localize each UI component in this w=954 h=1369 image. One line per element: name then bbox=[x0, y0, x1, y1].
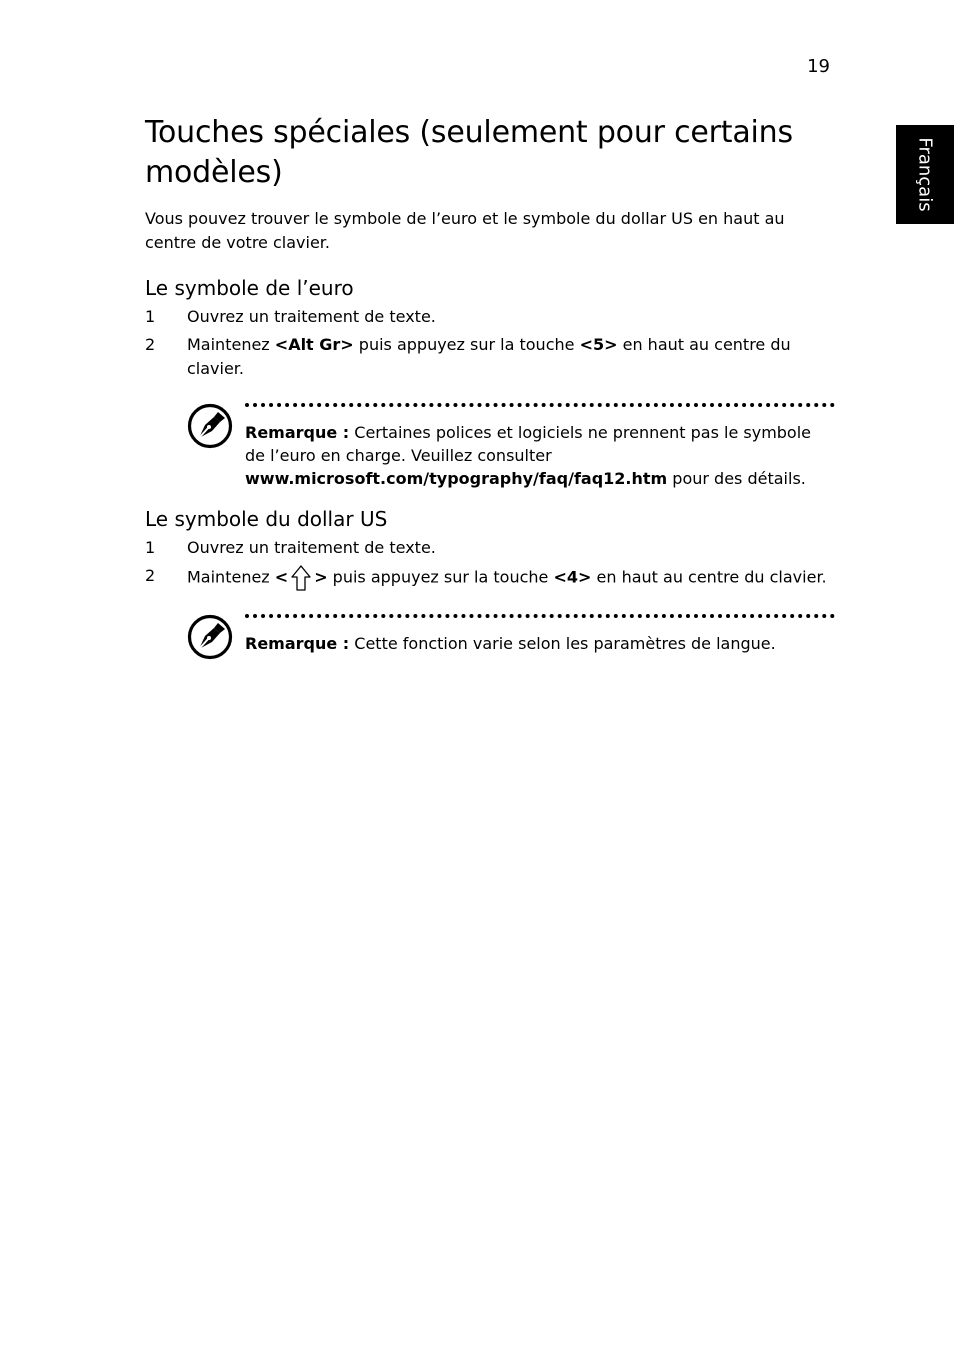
section-heading-dollar: Le symbole du dollar US bbox=[145, 507, 388, 531]
section-heading-euro: Le symbole de l’euro bbox=[145, 276, 354, 300]
step-text bbox=[187, 333, 835, 381]
note-divider bbox=[245, 403, 835, 407]
step-text-part: en haut au centre du clavier. bbox=[187, 335, 791, 378]
language-tab bbox=[896, 125, 954, 224]
dollar-steps bbox=[145, 536, 835, 592]
page-title: Touches spéciales (seulement pour certains modèles) bbox=[145, 115, 793, 190]
shift-arrow-icon bbox=[290, 564, 312, 592]
note-divider bbox=[245, 614, 835, 618]
step-number: 2 bbox=[145, 335, 156, 354]
note-euro bbox=[145, 403, 835, 490]
step-text-part: puis appuyez sur la touche bbox=[327, 567, 554, 587]
note-text bbox=[245, 421, 835, 490]
key-4: <4> bbox=[553, 567, 592, 587]
list-item bbox=[145, 333, 835, 381]
note-body: Certaines polices et logiciels ne prennent pas le symbole de l’euro en charge. Veuillez consulter bbox=[245, 423, 812, 465]
note-pen-icon bbox=[187, 614, 233, 660]
note-pen-icon bbox=[187, 403, 233, 449]
note-body: Cette fonction varie selon les paramètres de langue. bbox=[349, 634, 776, 653]
page-number: 19 bbox=[807, 56, 830, 77]
key-shift-open: < bbox=[274, 567, 289, 587]
step-text-part: puis appuyez sur la touche bbox=[353, 335, 580, 354]
list-item bbox=[145, 564, 835, 592]
step-text-part: Maintenez bbox=[187, 567, 275, 587]
step-text-part: en haut au centre du clavier. bbox=[591, 567, 827, 587]
step-number: 1 bbox=[145, 307, 156, 326]
note-dollar bbox=[145, 614, 835, 664]
step-text bbox=[187, 564, 835, 592]
note-label: Remarque : bbox=[245, 423, 350, 442]
note-body: pour des détails. bbox=[667, 469, 806, 488]
key-shift-close: > bbox=[314, 567, 328, 587]
main-content bbox=[145, 113, 835, 680]
list-item bbox=[145, 536, 835, 560]
language-tab-label: Français bbox=[914, 137, 936, 212]
note-text bbox=[245, 632, 835, 655]
list-item bbox=[145, 305, 835, 329]
key-5: <5> bbox=[579, 335, 618, 354]
euro-steps bbox=[145, 305, 835, 381]
step-text: Ouvrez un traitement de texte. bbox=[187, 307, 436, 326]
step-text-part: Maintenez bbox=[187, 335, 275, 354]
step-text: Ouvrez un traitement de texte. bbox=[187, 538, 436, 557]
intro-paragraph: Vous pouvez trouver le symbole de l’euro et le symbole du dollar US en haut au centre de votre clavier. bbox=[145, 209, 785, 252]
step-number: 2 bbox=[145, 566, 156, 585]
key-alt-gr: <Alt Gr> bbox=[274, 335, 354, 354]
step-number: 1 bbox=[145, 538, 156, 557]
note-label: Remarque : bbox=[245, 634, 350, 653]
note-link[interactable]: www.microsoft.com/typography/faq/faq12.htm bbox=[245, 469, 668, 488]
